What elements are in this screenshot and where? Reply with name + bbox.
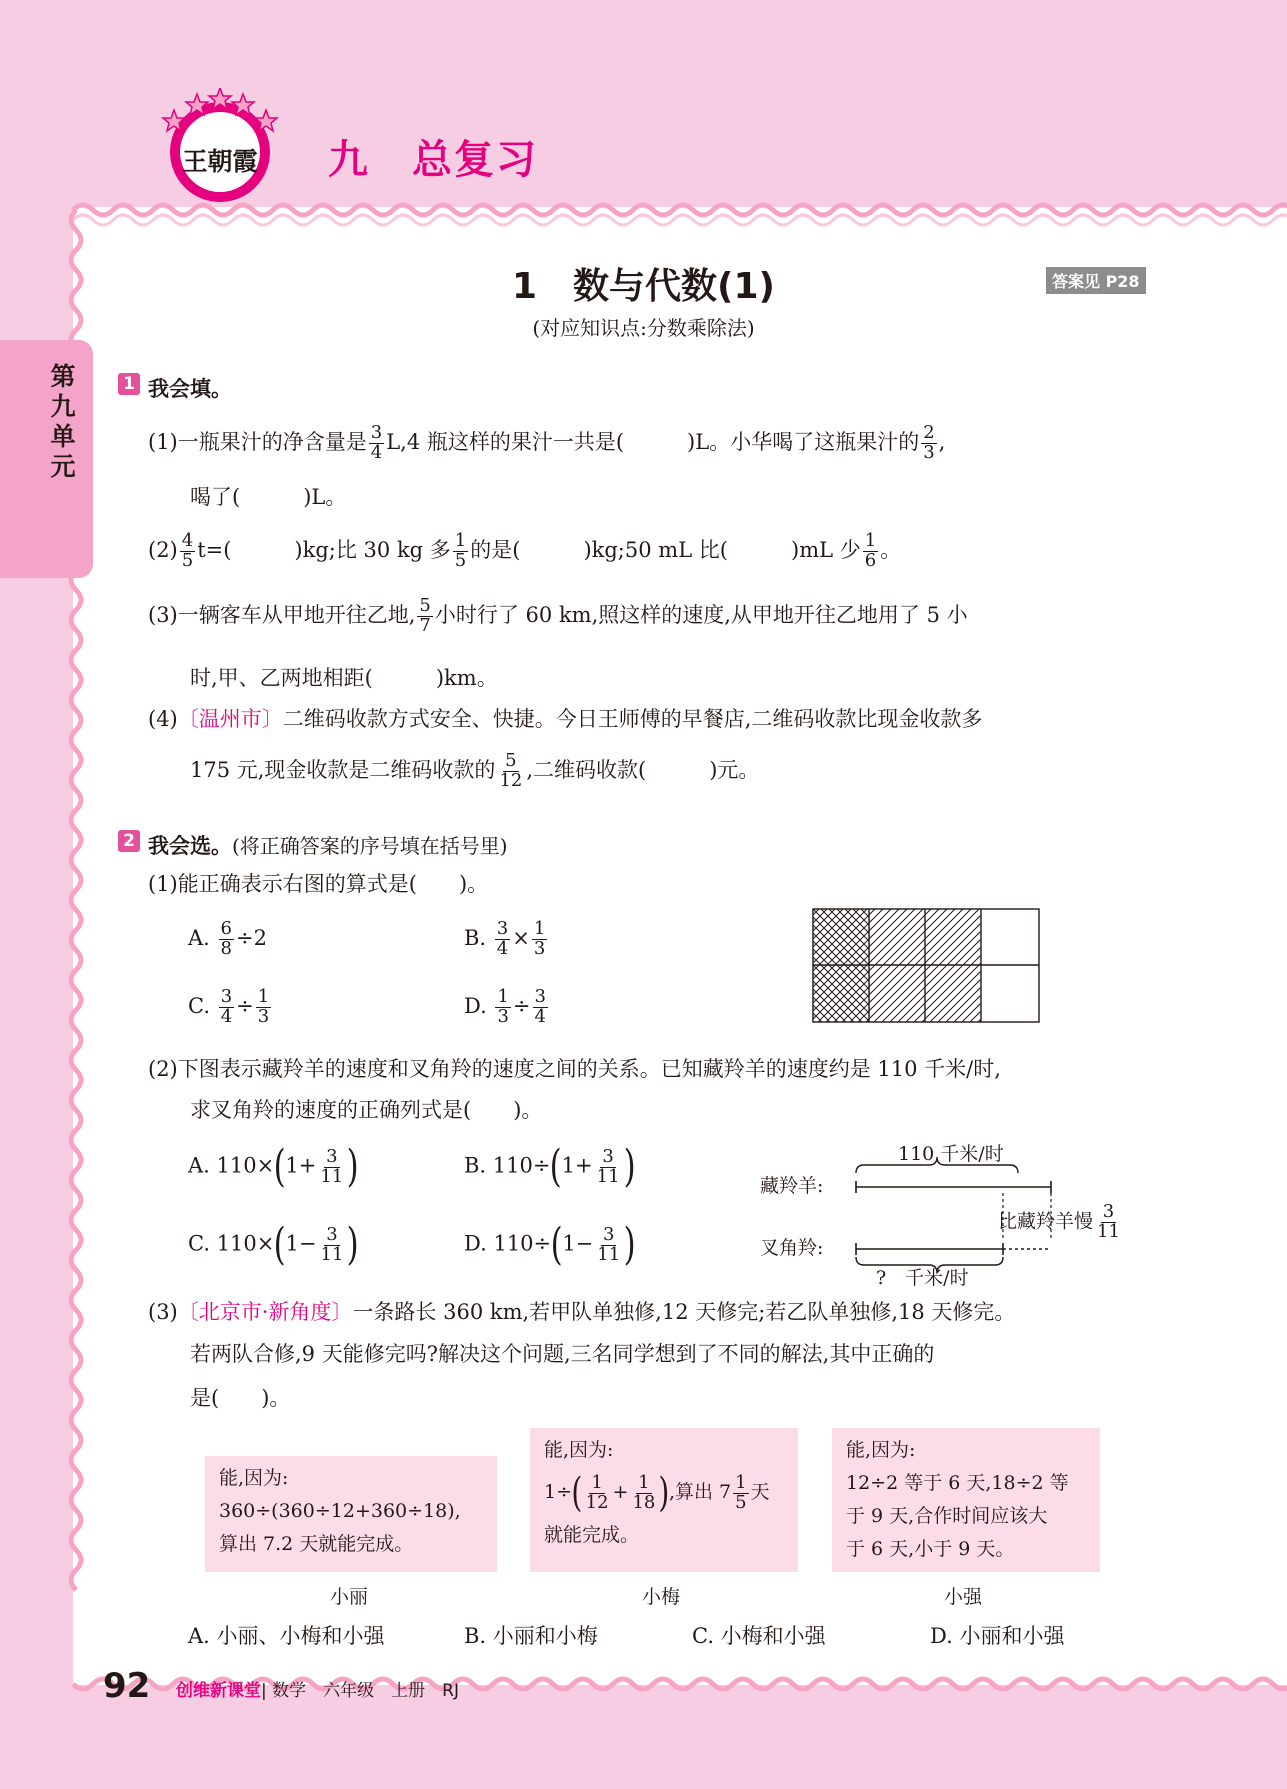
footer-rest: | 数学 六年级 上册 RJ bbox=[261, 1681, 459, 1701]
solution-box-xiaoli: 能,因为: 360÷(360÷12+360÷18), 算出 7.2 天就能完成。 bbox=[205, 1456, 497, 1572]
diagram-row-2: 叉角羚: bbox=[760, 1237, 824, 1259]
choice-1-option-b[interactable]: B. $\frac{3}{4}$ × $\frac{1}{3}$ bbox=[464, 918, 546, 959]
diagram-slow-label: 比藏羚羊慢 $\frac{3}{11}$ bbox=[998, 1201, 1120, 1242]
choice-2-option-b[interactable]: B. 110÷(1+ $\frac{3}{11}$ ) bbox=[464, 1141, 636, 1192]
choice-3-option-b[interactable]: B. 小丽和小梅 bbox=[464, 1624, 598, 1648]
choice-3-option-c[interactable]: C. 小梅和小强 bbox=[692, 1624, 826, 1648]
student-name-xiaoqiang: 小强 bbox=[944, 1586, 983, 1608]
diagram-top-label: 110 千米/时 bbox=[898, 1143, 1004, 1165]
fraction-grid-figure bbox=[812, 908, 1040, 1024]
choice-3-line-1: (3)〔北京市·新角度〕一条路长 360 km,若甲队单独修,12 天修完;若乙队单独修,18 天修完。 bbox=[148, 1300, 1016, 1324]
footer-text bbox=[176, 1676, 459, 1701]
choice-3-option-d[interactable]: D. 小丽和小强 bbox=[930, 1624, 1065, 1648]
diagram-row-1: 藏羚羊: bbox=[760, 1175, 824, 1197]
question-2-line: (2) $\frac{4}{5}$ t=( )kg;比 30 kg 多 $\frac{1}{5}$ 的是( )kg;50 mL 比( )mL 少 $\frac{1}{6}$ 。 bbox=[148, 530, 902, 571]
unit-title: 九 总复习 bbox=[328, 137, 538, 183]
region-tag: 〔北京市·新角度〕 bbox=[177, 1300, 353, 1324]
section-title-2: 我会选。(将正确答案的序号填在括号里) bbox=[148, 834, 508, 858]
question-3-line-1: (3)一辆客车从甲地开往乙地, $\frac{5}{7}$ 小时行了 60 km,照这样的速度,从甲地开往乙地用了 5 小 bbox=[148, 595, 968, 636]
question-3-line-2: 时,甲、乙两地相距( )km。 bbox=[190, 666, 498, 690]
fraction: $\frac{1}{6}$ bbox=[864, 530, 877, 571]
answer-ref-badge: 答案见 P28 bbox=[1046, 267, 1146, 294]
question-4-line-1: (4)〔温州市〕二维码收款方式安全、快捷。今日王师傅的早餐店,二维码收款比现金收款多 bbox=[148, 707, 983, 731]
page-number: 92 bbox=[103, 1666, 151, 1706]
lesson-subtitle: (对应知识点:分数乘除法) bbox=[532, 316, 755, 340]
fraction: $\frac{3}{4}$ bbox=[370, 422, 383, 463]
choice-2-stem-1: (2)下图表示藏羚羊的速度和叉角羚的速度之间的关系。已知藏羚羊的速度约是 110 千米/时, bbox=[148, 1057, 1001, 1081]
section-title-1: 我会填。 bbox=[148, 377, 232, 401]
student-name-xiaoli: 小丽 bbox=[330, 1586, 369, 1608]
fraction: $\frac{1}{5}$ bbox=[454, 530, 467, 571]
question-1-line-1: (1)一瓶果汁的净含量是 $\frac{3}{4}$ L,4 瓶这样的果汁一共是( )L。小华喝了这瓶果汁的 $\frac{2}{3}$ , bbox=[148, 422, 946, 463]
grid-cell-crosshatch bbox=[813, 965, 869, 1022]
choice-3-option-a[interactable]: A. 小丽、小梅和小强 bbox=[188, 1624, 385, 1648]
choice-1-stem: (1)能正确表示右图的算式是( )。 bbox=[148, 872, 489, 896]
choice-3-line-2: 若两队合修,9 天能修完吗?解决这个问题,三名同学想到了不同的解法,其中正确的 bbox=[190, 1342, 935, 1366]
choice-2-option-a[interactable]: A. 110×(1+ $\frac{3}{11}$ ) bbox=[188, 1141, 359, 1192]
fraction: $\frac{2}{3}$ bbox=[923, 422, 935, 463]
fraction: $\frac{4}{5}$ bbox=[181, 530, 194, 571]
solution-box-xiaoqiang: 能,因为: 12÷2 等于 6 天,18÷2 等 于 9 天,合作时间应该大 于 6 天,小于 9 天。 bbox=[832, 1428, 1100, 1572]
choice-3-line-3: 是( )。 bbox=[190, 1386, 291, 1410]
choice-1-option-d[interactable]: D. $\frac{1}{3}$ ÷ $\frac{3}{4}$ bbox=[464, 986, 546, 1027]
region-tag: 〔温州市〕 bbox=[177, 707, 283, 731]
diagram-bottom-label: ? 千米/时 bbox=[876, 1267, 969, 1289]
section-number-1: 1 bbox=[118, 373, 140, 395]
speed-diagram bbox=[760, 1137, 1150, 1287]
side-tab bbox=[0, 340, 93, 578]
lesson-title: 1 数与代数(1) bbox=[511, 266, 775, 307]
grid-cell-crosshatch bbox=[813, 909, 869, 965]
question-1-line-2: 喝了( )L。 bbox=[190, 485, 347, 509]
choice-2-stem-2: 求叉角羚的速度的正确列式是( )。 bbox=[190, 1098, 543, 1122]
solution-box-xiaomei: 能,因为: 1÷( $\frac{1}{12}$ + $\frac{1}{18}$ ),算出 7 $\frac{1}{5}$ 天 就能完成。 bbox=[530, 1428, 798, 1572]
choice-2-option-d[interactable]: D. 110÷(1− $\frac{3}{11}$ ) bbox=[464, 1219, 636, 1270]
choice-1-option-c[interactable]: C. $\frac{3}{4}$ ÷ $\frac{1}{3}$ bbox=[188, 986, 270, 1027]
student-name-xiaomei: 小梅 bbox=[642, 1586, 681, 1608]
logo-text: 王朝霞 bbox=[182, 147, 258, 176]
question-4-line-2: 175 元,现金收款是二维码收款的 $\frac{5}{12}$ ,二维码收款( )元。 bbox=[190, 750, 760, 791]
fraction: $\frac{5}{7}$ bbox=[419, 595, 431, 636]
footer-brand: 创维新课堂 bbox=[176, 1681, 261, 1701]
fraction: $\frac{5}{12}$ bbox=[499, 750, 523, 791]
side-tab-label: 第九单元 bbox=[50, 362, 76, 481]
choice-2-option-c[interactable]: C. 110×(1− $\frac{3}{11}$ ) bbox=[188, 1219, 360, 1270]
section-number-2: 2 bbox=[118, 830, 140, 852]
choice-1-option-a[interactable]: A. $\frac{6}{8}$ ÷2 bbox=[188, 918, 267, 959]
brand-logo bbox=[160, 88, 280, 208]
